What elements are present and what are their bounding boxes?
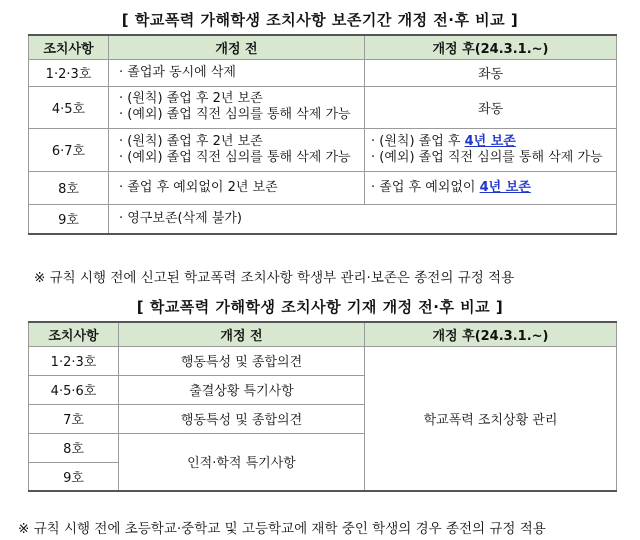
highlight-4yr: 4년 보존	[479, 179, 531, 195]
after-cell: · 졸업 후 예외없이 4년 보존	[365, 171, 617, 204]
table-header-row	[29, 322, 617, 346]
header-after: 개정 후(24.3.1.~)	[365, 35, 617, 59]
header-after: 개정 후(24.3.1.~)	[365, 322, 617, 346]
table-row	[29, 128, 617, 171]
before-cell: 행동특성 및 종합의견	[119, 346, 365, 375]
after-cell: 좌동	[365, 86, 617, 128]
header-before: 개정 전	[119, 322, 365, 346]
before-cell: · (원칙) 졸업 후 2년 보존 · (예외) 졸업 직전 심의를 통해 삭제 가능	[109, 86, 365, 128]
measure-cell: 9호	[29, 462, 119, 491]
before-cell: · (원칙) 졸업 후 2년 보존 · (예외) 졸업 직전 심의를 통해 삭제 가능	[109, 128, 365, 171]
before-merged-cell: 인적·학적 특기사항	[119, 433, 365, 491]
measure-cell: 4·5·6호	[29, 375, 119, 404]
header-measure: 조치사항	[29, 35, 109, 59]
before-cell: 행동특성 및 종합의견	[119, 404, 365, 433]
record-entry-table	[28, 321, 617, 492]
measure-cell: 9호	[29, 204, 109, 234]
highlight-4yr: 4년 보존	[464, 133, 516, 149]
measure-cell: 1·2·3호	[29, 346, 119, 375]
after-merged-cell: 학교폭력 조치상황 관리	[365, 346, 617, 491]
measure-cell: 1·2·3호	[29, 59, 109, 86]
after-cell: · (원칙) 졸업 후 4년 보존 · (예외) 졸업 직전 심의를 통해 삭제 가능	[365, 128, 617, 171]
before-cell: · 영구보존(삭제 불가)	[109, 204, 617, 234]
after-cell: 좌동	[365, 59, 617, 86]
header-before: 개정 전	[109, 35, 365, 59]
header-measure: 조치사항	[29, 322, 119, 346]
table1-note: ※ 규칙 시행 전에 신고된 학교폭력 조치사항 학생부 관리·보존은 종전의 규정 적용	[34, 270, 515, 286]
table-row	[29, 59, 617, 86]
table-row	[29, 86, 617, 128]
before-cell: · 졸업과 동시에 삭제	[109, 59, 365, 86]
measure-cell: 8호	[29, 433, 119, 462]
table-row	[29, 204, 617, 234]
measure-cell: 7호	[29, 404, 119, 433]
measure-cell: 8호	[29, 171, 109, 204]
table2-note: ※ 규칙 시행 전에 초등학교·중학교 및 고등학교에 재학 중인 학생의 경우 종전의 규정 적용	[18, 521, 546, 537]
retention-period-table	[28, 34, 617, 235]
measure-cell: 6·7호	[29, 128, 109, 171]
table-row	[29, 171, 617, 204]
before-cell: · 졸업 후 예외없이 2년 보존	[109, 171, 365, 204]
before-cell: 출결상황 특기사항	[119, 375, 365, 404]
measure-cell: 4·5호	[29, 86, 109, 128]
table1-title: [ 학교폭력 가해학생 조치사항 보존기간 개정 전·후 비교 ]	[121, 11, 519, 29]
table-header-row	[29, 35, 617, 59]
table2-title: [ 학교폭력 가해학생 조치사항 기재 개정 전·후 비교 ]	[136, 298, 504, 316]
table-row	[29, 346, 617, 375]
